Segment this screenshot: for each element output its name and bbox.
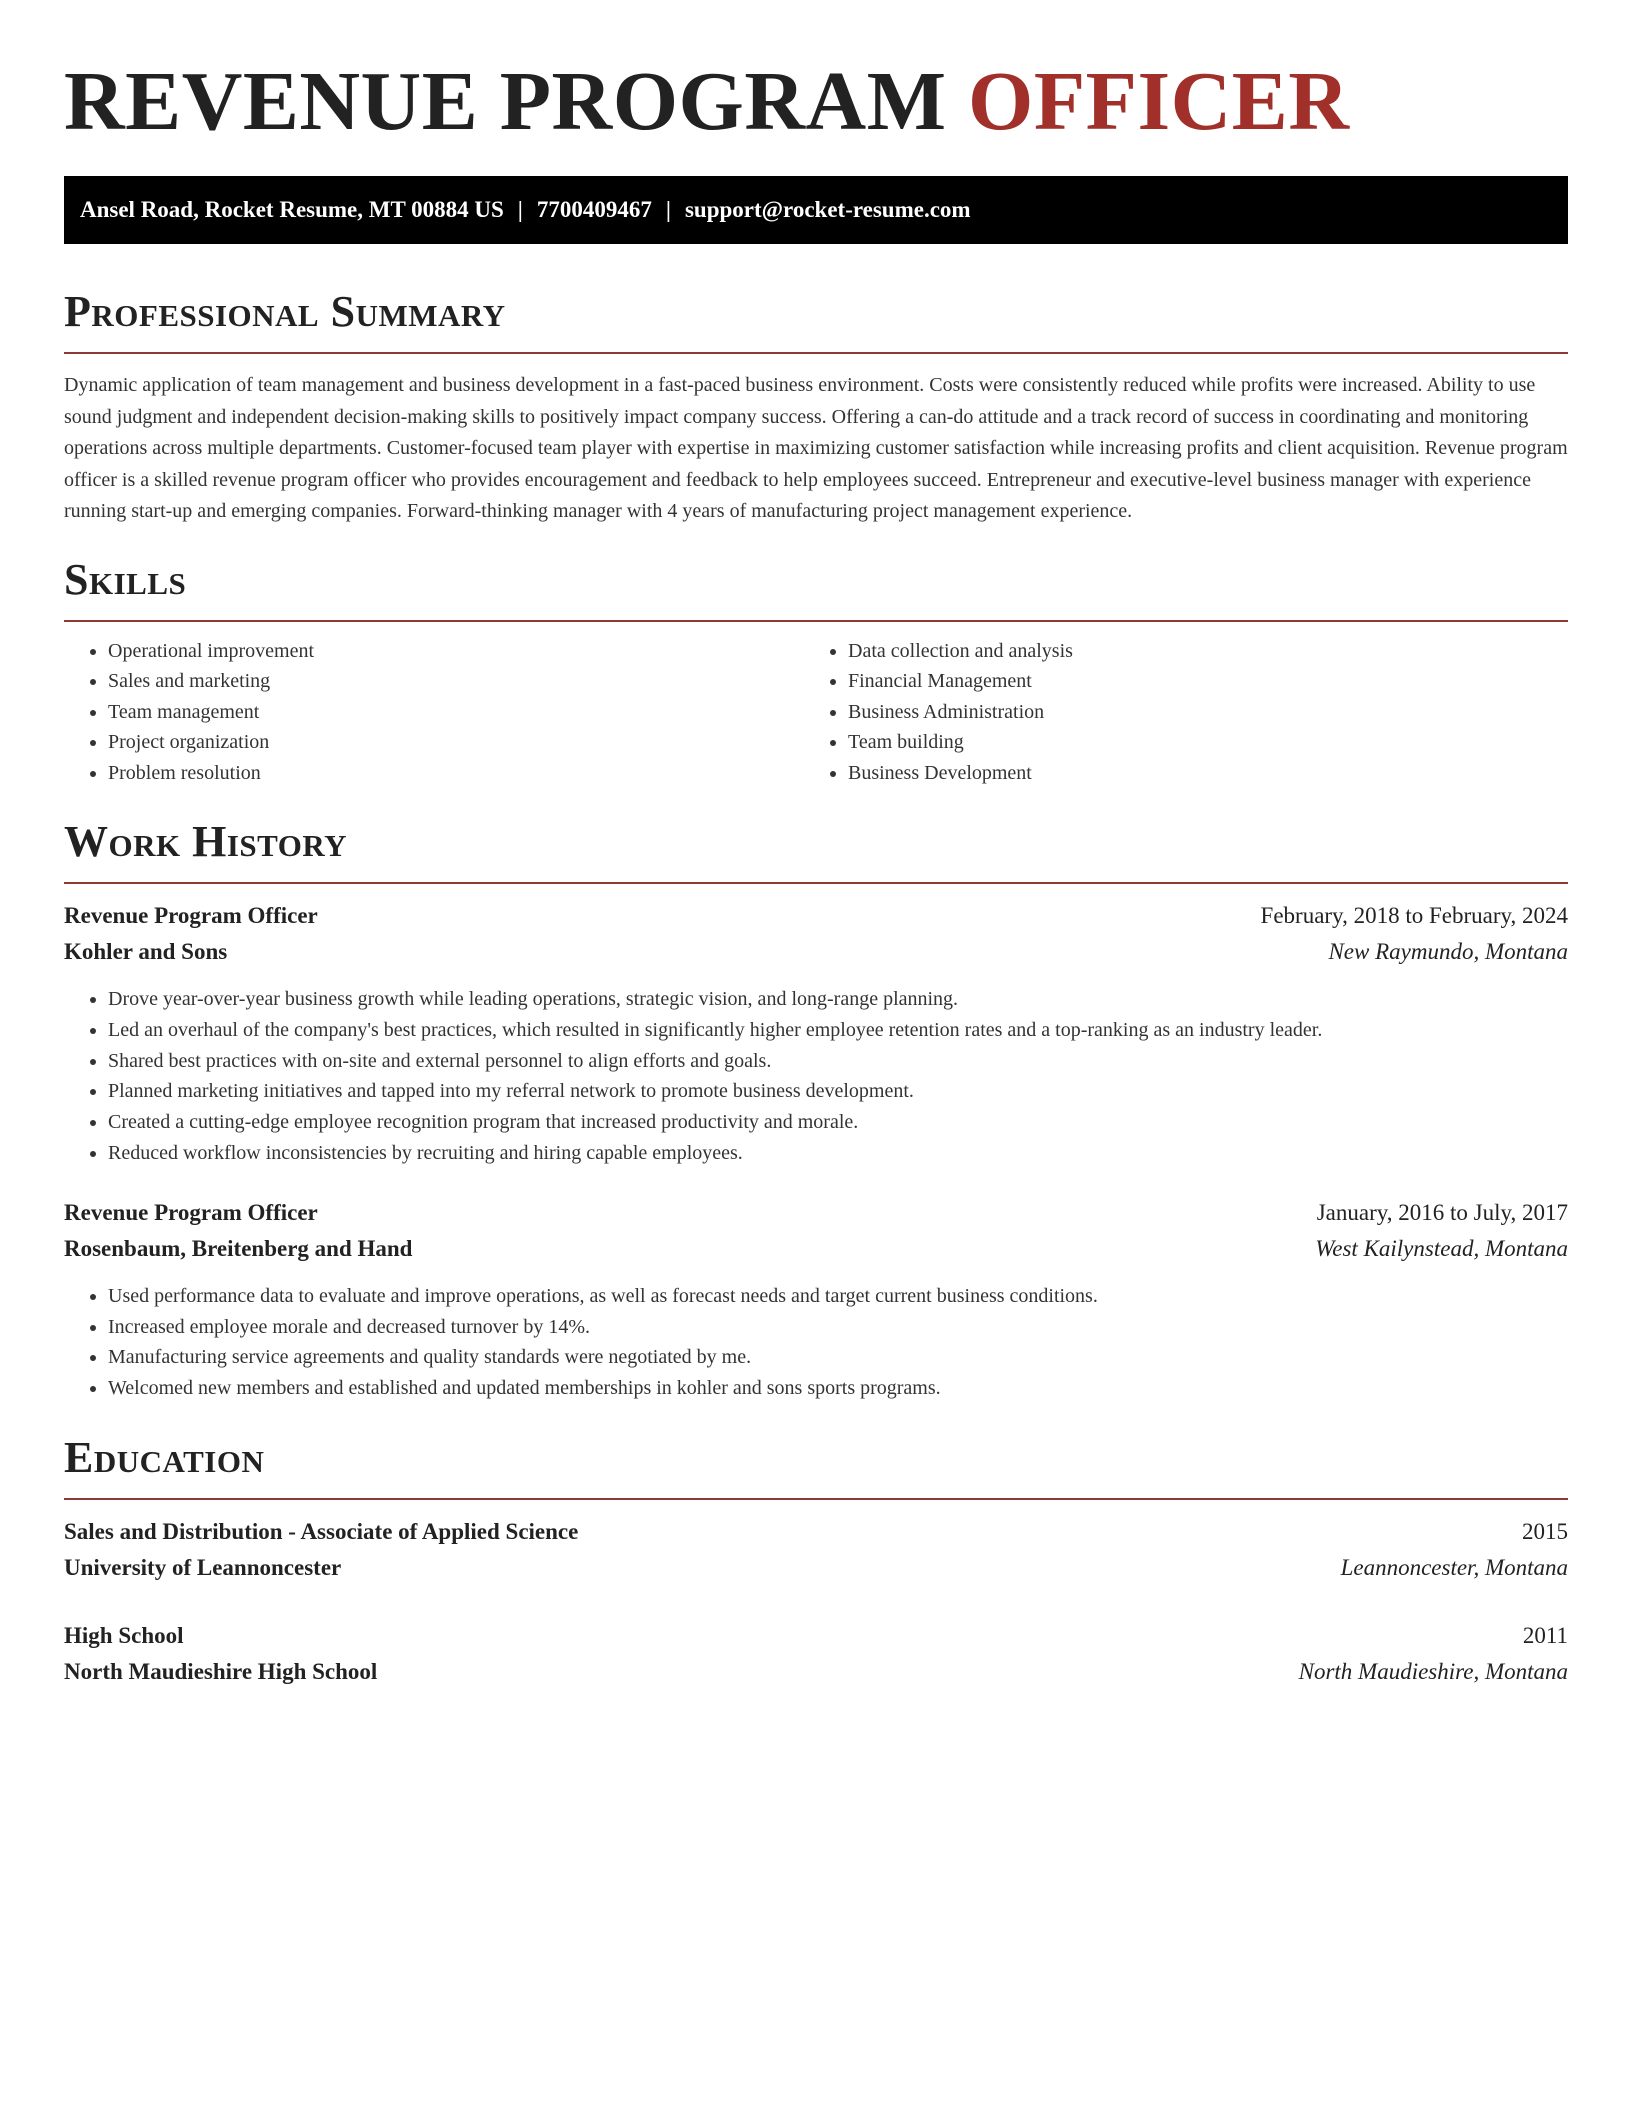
skill-item: • Sales and marketing — [108, 666, 804, 697]
skill-item: • Problem resolution — [108, 758, 804, 789]
education-location: Leannoncester, Montana — [1340, 1554, 1568, 1580]
skill-item: • Financial Management — [848, 666, 1544, 697]
resume-page — [64, 0, 1568, 1690]
job-bullet: • Reduced workflow inconsistencies by recruiting and hiring capable employees. — [108, 1138, 1568, 1169]
contact-phone: 7700409467 — [536, 197, 652, 222]
work-history-section — [64, 816, 1568, 1404]
job-company-row — [64, 1231, 1568, 1267]
skill-item: • Business Development — [848, 758, 1544, 789]
education-year: 2015 — [1522, 1518, 1568, 1544]
education-degree-row — [64, 1618, 1568, 1654]
education-school: University of Leannoncester — [64, 1554, 342, 1580]
section-title-work-history: Work History — [64, 817, 348, 866]
job-bullet: • Created a cutting-edge employee recognition program that increased productivity and morale. — [108, 1107, 1568, 1138]
section-title-education: Education — [64, 1432, 265, 1482]
skill-item: • Operational improvement — [108, 636, 804, 667]
job-title: Revenue Program Officer — [64, 1199, 318, 1225]
job-bullet: • Led an overhaul of the company's best practices, which resulted in significantly higher employee retention rates and a top-ranking as an industry leader. — [108, 1015, 1568, 1046]
education-school-row — [64, 1550, 1568, 1586]
skill-item: • Data collection and analysis — [848, 636, 1544, 667]
summary-section — [64, 286, 1568, 528]
job-location: New Raymundo, Montana — [1328, 939, 1568, 964]
education-degree: Sales and Distribution - Associate of Applied Science — [64, 1518, 579, 1544]
job-bullet: • Used performance data to evaluate and improve operations, as well as forecast needs and target current business conditions. — [108, 1281, 1568, 1312]
job-header-row — [64, 898, 1568, 934]
section-divider — [64, 620, 1568, 622]
job-bullets — [64, 984, 1568, 1169]
job-entry — [64, 1195, 1568, 1404]
education-school: North Maudieshire High School — [64, 1658, 378, 1684]
job-dates: January, 2016 to July, 2017 — [1316, 1199, 1568, 1225]
skill-item: • Business Administration — [848, 697, 1544, 728]
contact-separator: | — [517, 197, 523, 222]
education-degree-row — [64, 1514, 1568, 1550]
job-bullet: • Drove year-over-year business growth while leading operations, strategic vision, and long-range planning. — [108, 984, 1568, 1015]
job-bullet: • Shared best practices with on-site and external personnel to align efforts and goals. — [108, 1046, 1568, 1077]
section-title-summary: Professional Summary — [64, 287, 506, 336]
job-bullet: • Planned marketing initiatives and tapped into my referral network to promote business development. — [108, 1076, 1568, 1107]
job-bullet: • Manufacturing service agreements and quality standards were negotiated by me. — [108, 1342, 1568, 1373]
skill-item: • Team management — [108, 697, 804, 728]
skills-list — [64, 636, 1568, 789]
education-year: 2011 — [1522, 1622, 1568, 1648]
job-company-row — [64, 934, 1568, 970]
name-main: REVENUE PROGRAM — [64, 55, 947, 148]
section-divider — [64, 882, 1568, 884]
skill-item: • Team building — [848, 727, 1544, 758]
contact-address: Ansel Road, Rocket Resume, MT 00884 US — [80, 197, 504, 222]
job-bullet: • Welcomed new members and established and updated memberships in kohler and sons sports programs. — [108, 1373, 1568, 1404]
job-entry — [64, 898, 1568, 1169]
job-bullets — [64, 1281, 1568, 1404]
job-company: Rosenbaum, Breitenberg and Hand — [64, 1235, 413, 1261]
education-entry — [64, 1618, 1568, 1690]
section-divider — [64, 1498, 1568, 1500]
contact-separator: | — [665, 197, 671, 222]
skill-item: • Project organization — [108, 727, 804, 758]
contact-email: support@rocket-resume.com — [684, 197, 971, 222]
education-location: North Maudieshire, Montana — [1298, 1658, 1568, 1684]
job-title: Revenue Program Officer — [64, 903, 318, 928]
skills-column-right — [804, 636, 1544, 789]
name-accent: OFFICER — [968, 55, 1350, 148]
contact-bar — [64, 176, 1568, 244]
job-header-row — [64, 1195, 1568, 1231]
section-title-skills: Skills — [64, 554, 187, 604]
job-bullet: • Increased employee morale and decreased turnover by 14%. — [108, 1312, 1568, 1343]
job-location: West Kailynstead, Montana — [1315, 1235, 1568, 1261]
skills-column-left — [64, 636, 804, 789]
resume-name — [64, 0, 1568, 148]
education-degree: High School — [64, 1622, 184, 1648]
section-divider — [64, 352, 1568, 354]
skills-section — [64, 554, 1568, 789]
education-school-row — [64, 1654, 1568, 1690]
job-company: Kohler and Sons — [64, 939, 228, 964]
summary-text: Dynamic application of team management and business development in a fast-paced business environment. Costs were consistently reduced while profits were increased. Ability to use sound judgment and independent decision-making skills to positively impact company success. Offering a can-do attitude and a track record of success in coordinating and monitoring operations across multiple departments. Customer-focused team player with expertise in maximizing customer satisfaction while increasing profits and client acquisition. Revenue program officer is a skilled revenue program officer who provides encouragement and feedback to help employees succeed. Entrepreneur and executive-level business manager with experience running start-up and emerging companies. Forward-thinking manager with 4 years of manufacturing project management experience. — [64, 374, 1568, 522]
job-dates: February, 2018 to February, 2024 — [1260, 903, 1568, 928]
education-section — [64, 1432, 1568, 1690]
education-entry — [64, 1514, 1568, 1586]
